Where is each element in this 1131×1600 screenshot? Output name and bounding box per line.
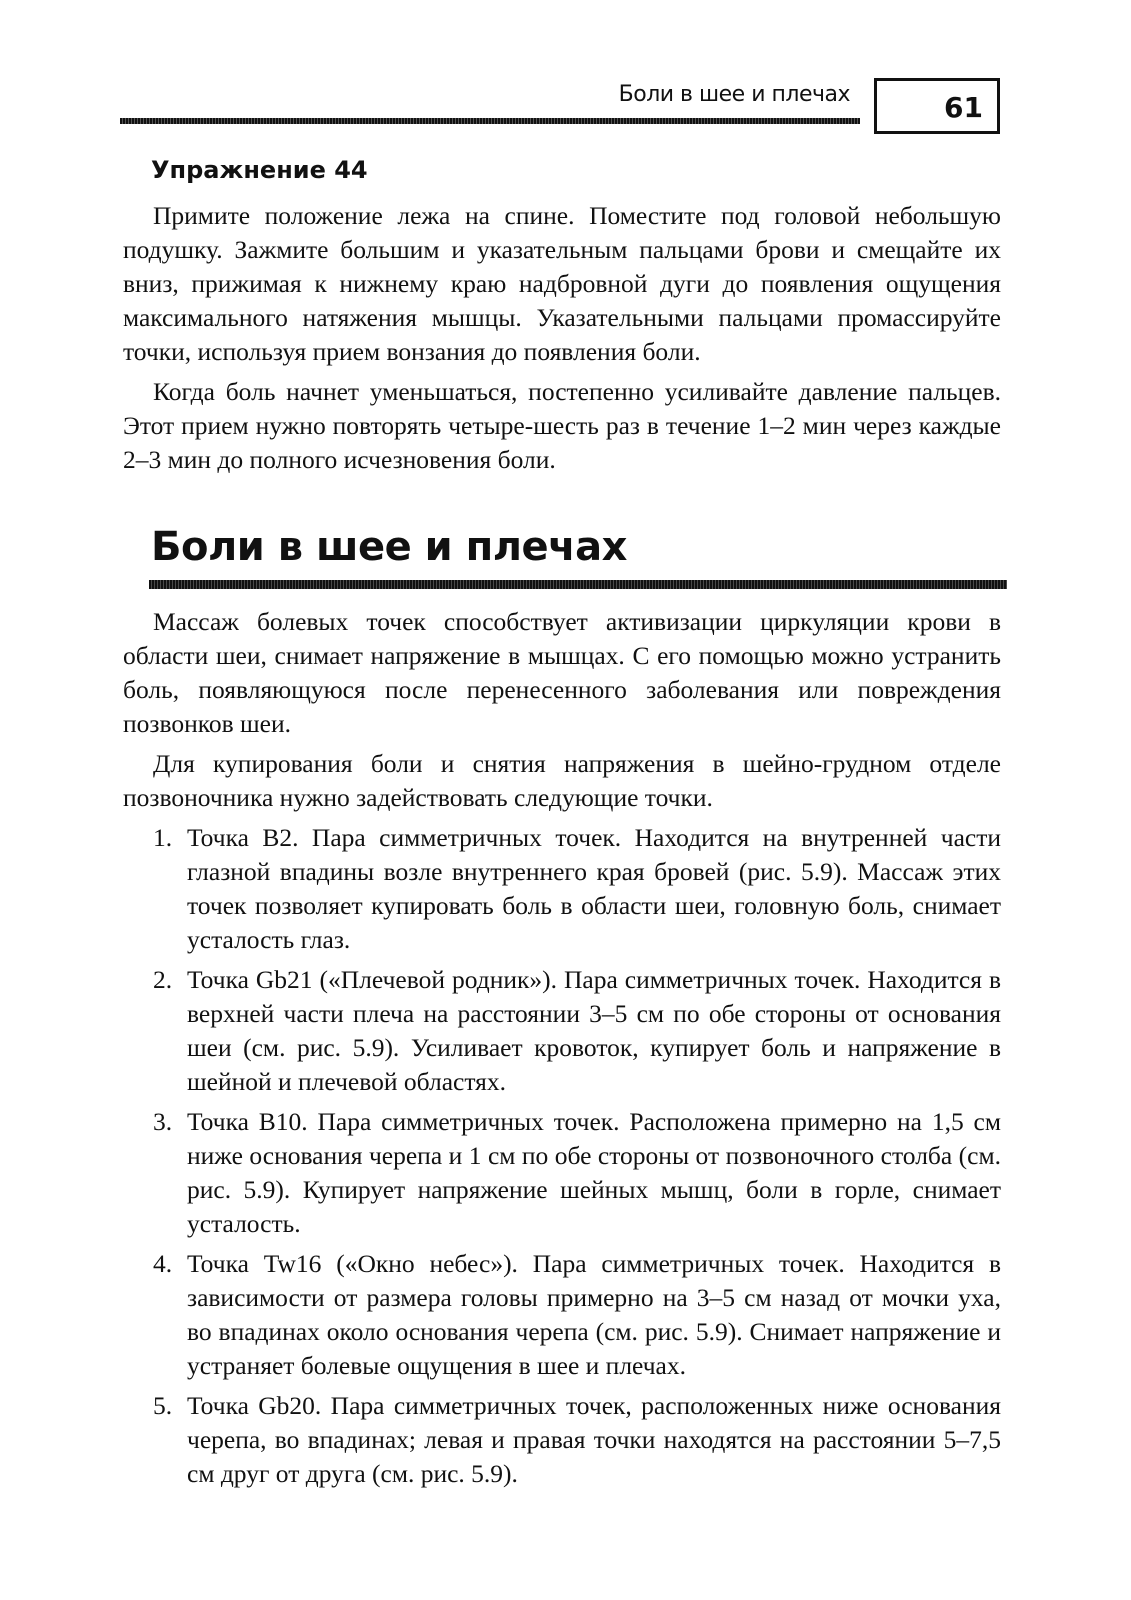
list-item-text: Точка B10. Пара симметричных точек. Расположена примерно на 1,5 см ниже основания черепа и 1 см по обе стороны от позвоночного столба (см. рис. 5.9). Купирует напряжение шейных мышц, боли в горле, снимает усталость. bbox=[187, 1107, 1001, 1238]
list-item bbox=[123, 963, 1001, 1099]
list-number: 5. bbox=[153, 1391, 173, 1420]
list-item bbox=[123, 1105, 1001, 1241]
paragraph: Когда боль начнет уменьшаться, постепенно усиливайте давление пальцев. Этот прием нужно повторять четыре-шесть раз в течение 1–2 мин через каждые 2–3 мин до полного исчезновения боли. bbox=[123, 377, 1001, 474]
section-title: Боли в шее и плечах bbox=[151, 524, 627, 570]
list-number: 1. bbox=[153, 823, 173, 852]
section-text bbox=[123, 605, 1001, 1491]
list-number: 3. bbox=[153, 1107, 173, 1136]
list-item bbox=[123, 1247, 1001, 1383]
list-item-text: Точка Tw16 («Окно небес»). Пара симметричных точек. Находится в зависимости от размера головы примерно на 3–5 см назад от мочки уха, во впадинах около основания черепа (см. рис. 5.9). Снимает напряжение и устраняет болевые ощущения в шее и плечах. bbox=[187, 1249, 1001, 1380]
paragraph: Массаж болевых точек способствует активизации циркуляции крови в области шеи, снимает напряжение в мышцах. С его помощью можно устранить боль, появляющуюся после перенесенного заболевания или повреждения позвонков шеи. bbox=[123, 607, 1001, 738]
running-header bbox=[120, 74, 1000, 146]
list-item-text: Точка Gb21 («Плечевой родник»). Пара симметричных точек. Находится в верхней части плеча на расстоянии 3–5 см по обе стороны от основания шеи (см. рис. 5.9). Усиливает кровоток, купирует боль и напряжение в шейной и плечевой областях. bbox=[187, 965, 1001, 1096]
paragraph: Для купирования боли и снятия напряжения в шейно-грудном отделе позвоночника нужно задействовать следующие точки. bbox=[123, 749, 1001, 812]
running-title: Боли в шее и плечах bbox=[618, 82, 850, 107]
list-item-text: Точка Gb20. Пара симметричных точек, расположенных ниже основания черепа, во впадинах; левая и правая точки находятся на расстоянии 5–7,5 см друг от друга (см. рис. 5.9). bbox=[187, 1391, 1001, 1488]
exercise-text bbox=[123, 199, 1001, 477]
list-item bbox=[123, 1389, 1001, 1491]
list-number: 2. bbox=[153, 965, 173, 994]
header-rule bbox=[120, 118, 860, 124]
exercise-title: Упражнение 44 bbox=[151, 156, 368, 184]
section-rule bbox=[149, 580, 1007, 589]
points-list bbox=[123, 821, 1001, 1491]
page-number: 61 bbox=[874, 78, 1000, 134]
list-item bbox=[123, 821, 1001, 957]
list-item-text: Точка B2. Пара симметричных точек. Находится на внутренней части глазной впадины возле внутреннего края бровей (рис. 5.9). Массаж этих точек позволяет купировать боль в области шеи, головную боль, снимает усталость глаз. bbox=[187, 823, 1001, 954]
paragraph: Примите положение лежа на спине. Поместите под головой небольшую подушку. Зажмите большим и указательным пальцами брови и смещайте их вниз, прижимая к нижнему краю надбровной дуги до появления ощущения максимального натяжения мышцы. Указательными пальцами промассируйте точки, используя прием вонзания до появления боли. bbox=[123, 201, 1001, 366]
list-number: 4. bbox=[153, 1249, 173, 1278]
